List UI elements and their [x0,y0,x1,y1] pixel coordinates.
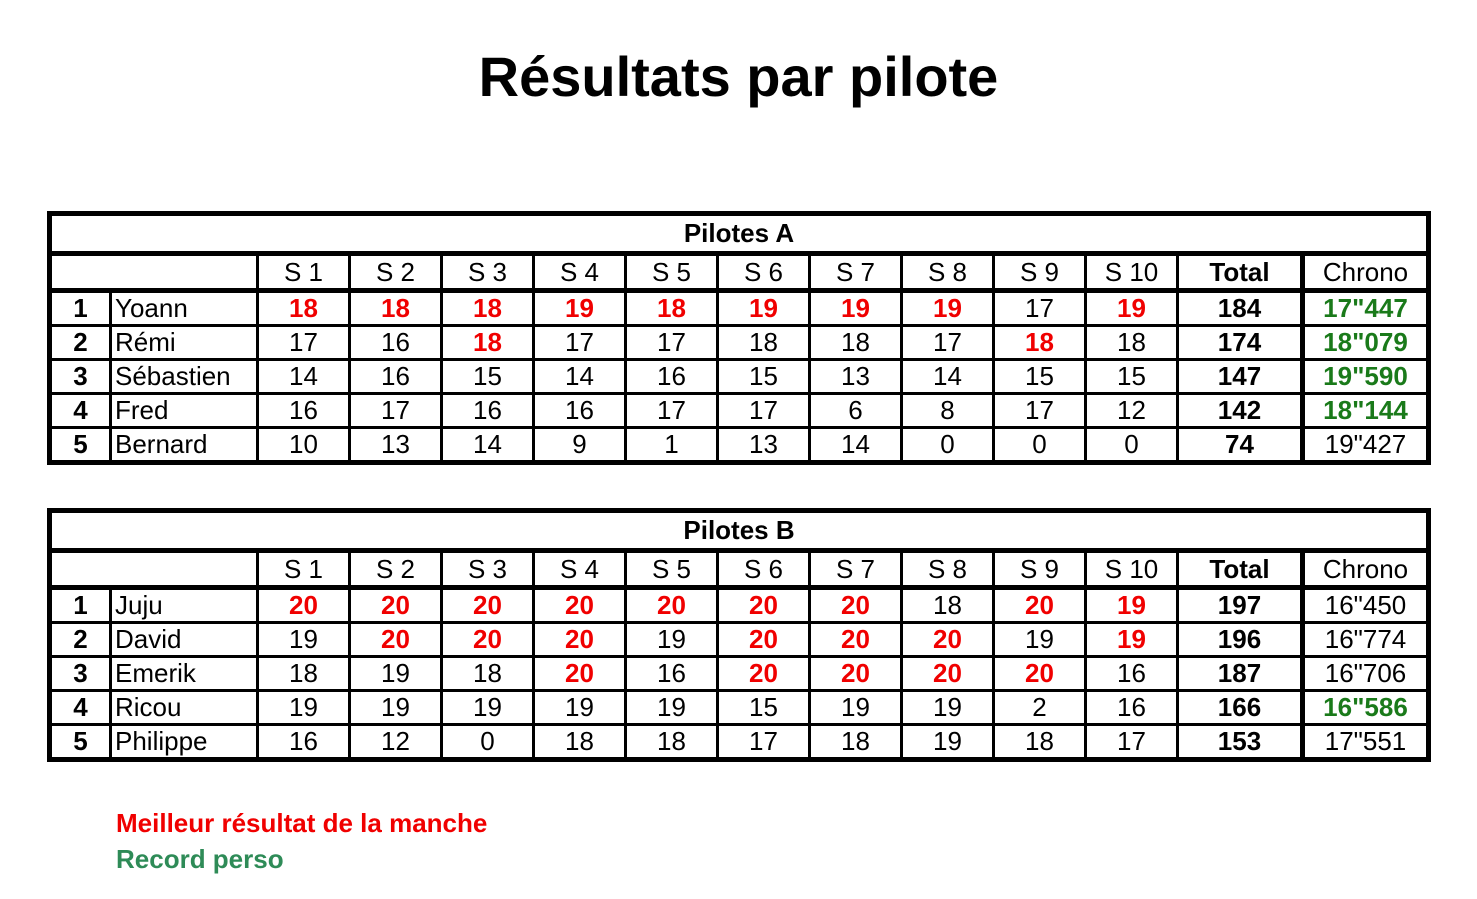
score-cell: 19 [810,691,902,725]
score-cell: 18 [810,725,902,760]
score-cell: 19 [626,623,718,657]
score-cell: 16 [1086,691,1178,725]
rank-cell: 4 [50,394,111,428]
score-cell: 15 [718,691,810,725]
score-cell: 0 [902,428,994,463]
score-cell: 18 [810,326,902,360]
table-row [50,394,1429,428]
score-cell: 20 [534,623,626,657]
table-row [50,623,1429,657]
total-cell: 196 [1178,623,1303,657]
score-cell: 14 [810,428,902,463]
score-cell: 17 [534,326,626,360]
rank-cell: 5 [73,429,88,459]
score-cell: 16 [626,657,718,691]
score-cell: 19 [442,691,534,725]
score-cell: 17 [718,725,810,760]
score-cell: 0 [994,428,1086,463]
score-cell: 8 [902,394,994,428]
header-session: S 2 [350,551,442,588]
column-header-row [50,551,1429,588]
score-cell: 18 [718,326,810,360]
group-title-row [50,214,1429,254]
rank-cell: 1 [50,588,111,623]
chrono-cell: 16"450 [1303,588,1429,623]
chrono-cell: 16"706 [1303,657,1429,691]
score-cell: 20 [442,623,534,657]
header-session: S 1 [258,551,350,588]
results-table-pilotes-b [47,508,1431,762]
score-cell: 20 [350,623,442,657]
total-cell: 166 [1178,691,1303,725]
pilot-name: Yoann [111,291,258,326]
header-total: Total [1178,551,1303,588]
score-cell: 19 [810,291,902,326]
pilot-name: Emerik [111,657,258,691]
column-header-row [50,254,1429,291]
total-cell: 147 [1178,360,1303,394]
score-cell: 19 [994,623,1086,657]
score-cell: 18 [994,326,1086,360]
score-cell: 18 [902,588,994,623]
score-cell: 20 [902,657,994,691]
header-session: S 8 [902,551,994,588]
rank-cell: 2 [50,623,111,657]
score-cell: 13 [350,428,442,463]
header-session: S 9 [994,551,1086,588]
table-row [50,291,1429,326]
pilot-name: Bernard [111,428,258,463]
table-row [50,725,1429,760]
score-cell: 15 [1086,360,1178,394]
chrono-cell: 16"774 [1303,623,1429,657]
chrono-cell: 17"551 [1303,725,1429,760]
score-cell: 19 [350,691,442,725]
score-cell: 20 [718,588,810,623]
score-cell: 14 [442,428,534,463]
score-cell: 18 [350,291,442,326]
table-row [50,428,1429,463]
score-cell: 16 [1086,657,1178,691]
score-cell: 15 [994,360,1086,394]
rank-cell: 5 [73,726,88,756]
header-session: S 1 [258,254,350,291]
page-title: Résultats par pilote [478,45,999,108]
header-session: S 7 [810,254,902,291]
pilot-name: Rémi [111,326,258,360]
header-chrono: Chrono [1303,254,1429,291]
table-row [50,360,1429,394]
score-cell: 18 [442,657,534,691]
score-cell: 16 [350,326,442,360]
score-cell: 19 [902,291,994,326]
chrono-cell: 18"079 [1303,326,1429,360]
score-cell: 0 [442,725,534,760]
score-cell: 17 [994,394,1086,428]
rank-cell: 2 [50,326,111,360]
score-cell: 16 [626,360,718,394]
header-session: S 9 [994,254,1086,291]
score-cell: 19 [1086,588,1178,623]
score-cell: 19 [1086,291,1178,326]
score-cell: 6 [810,394,902,428]
score-cell: 20 [350,588,442,623]
score-cell: 14 [534,360,626,394]
legend-best-result: Meilleur résultat de la manche [116,808,488,838]
score-cell: 14 [258,360,350,394]
score-cell: 20 [810,657,902,691]
score-cell: 18 [442,291,534,326]
score-cell: 20 [902,623,994,657]
score-cell: 13 [718,428,810,463]
rank-cell: 3 [50,657,111,691]
score-cell: 18 [626,291,718,326]
score-cell: 20 [718,657,810,691]
total-cell: 197 [1178,588,1303,623]
pilot-name: Juju [111,588,258,623]
pilot-name: David [111,623,258,657]
score-cell: 17 [626,394,718,428]
score-cell: 16 [534,394,626,428]
score-cell: 20 [258,588,350,623]
score-cell: 18 [258,657,350,691]
header-session: S 7 [810,551,902,588]
header-session: S 4 [534,551,626,588]
score-cell: 19 [626,691,718,725]
header-blank [50,551,258,588]
score-cell: 19 [534,291,626,326]
rank-cell: 4 [50,691,111,725]
score-cell: 18 [994,725,1086,760]
score-cell: 20 [534,588,626,623]
score-cell: 19 [258,691,350,725]
group-title: Pilotes A [50,214,1429,254]
score-cell: 20 [994,657,1086,691]
table-row [50,326,1429,360]
pilot-name: Fred [111,394,258,428]
score-cell: 16 [258,394,350,428]
score-cell: 20 [534,657,626,691]
rank-cell: 3 [50,360,111,394]
score-cell: 17 [626,326,718,360]
legend-personal-record: Record perso [116,844,284,874]
header-session: S 10 [1086,551,1178,588]
score-cell: 13 [810,360,902,394]
header-session: S 6 [718,254,810,291]
score-cell: 19 [350,657,442,691]
header-session: S 3 [442,254,534,291]
header-session: S 6 [718,551,810,588]
score-cell: 16 [442,394,534,428]
total-cell: 153 [1178,725,1303,760]
score-cell: 20 [718,623,810,657]
score-cell: 18 [534,725,626,760]
score-cell: 20 [994,588,1086,623]
header-session: S 5 [626,551,718,588]
score-cell: 19 [534,691,626,725]
header-session: S 4 [534,254,626,291]
score-cell: 19 [902,725,994,760]
score-cell: 15 [442,360,534,394]
rank-cell: 1 [50,291,111,326]
score-cell: 16 [350,360,442,394]
total-cell: 187 [1178,657,1303,691]
score-cell: 20 [810,588,902,623]
header-session: S 3 [442,551,534,588]
header-session: S 5 [626,254,718,291]
chrono-cell: 19"427 [1303,428,1429,463]
table-row [50,691,1429,725]
score-cell: 18 [626,725,718,760]
pilot-name: Philippe [111,725,258,760]
header-total: Total [1178,254,1303,291]
total-cell: 142 [1178,394,1303,428]
total-cell: 174 [1178,326,1303,360]
header-session: S 2 [350,254,442,291]
score-cell: 20 [810,623,902,657]
score-cell: 17 [994,291,1086,326]
score-cell: 18 [258,291,350,326]
group-title: Pilotes B [50,511,1429,551]
chrono-cell: 19"590 [1303,360,1429,394]
score-cell: 18 [442,326,534,360]
score-cell: 2 [994,691,1086,725]
score-cell: 17 [1086,725,1178,760]
score-cell: 17 [350,394,442,428]
header-blank [50,254,258,291]
score-cell: 19 [902,691,994,725]
score-cell: 10 [258,428,350,463]
total-cell: 184 [1178,291,1303,326]
header-session: S 10 [1086,254,1178,291]
score-cell: 19 [258,623,350,657]
score-cell: 17 [902,326,994,360]
score-cell: 1 [626,428,718,463]
score-cell: 20 [442,588,534,623]
pilot-name: Sébastien [111,360,258,394]
score-cell: 16 [258,725,350,760]
score-cell: 18 [1086,326,1178,360]
score-cell: 20 [626,588,718,623]
header-chrono: Chrono [1303,551,1429,588]
score-cell: 14 [902,360,994,394]
table-row [50,588,1429,623]
score-cell: 19 [1086,623,1178,657]
score-cell: 12 [1086,394,1178,428]
chrono-cell: 16"586 [1303,691,1429,725]
chrono-cell: 18"144 [1303,394,1429,428]
header-session: S 8 [902,254,994,291]
score-cell: 17 [718,394,810,428]
group-title-row [50,511,1429,551]
score-cell: 15 [718,360,810,394]
score-cell: 12 [350,725,442,760]
pilot-name: Ricou [111,691,258,725]
table-row [50,657,1429,691]
results-table-pilotes-a [47,211,1431,465]
score-cell: 9 [534,428,626,463]
score-cell: 19 [718,291,810,326]
score-cell: 17 [258,326,350,360]
total-cell: 74 [1178,428,1303,463]
score-cell: 0 [1086,428,1178,463]
chrono-cell: 17"447 [1303,291,1429,326]
